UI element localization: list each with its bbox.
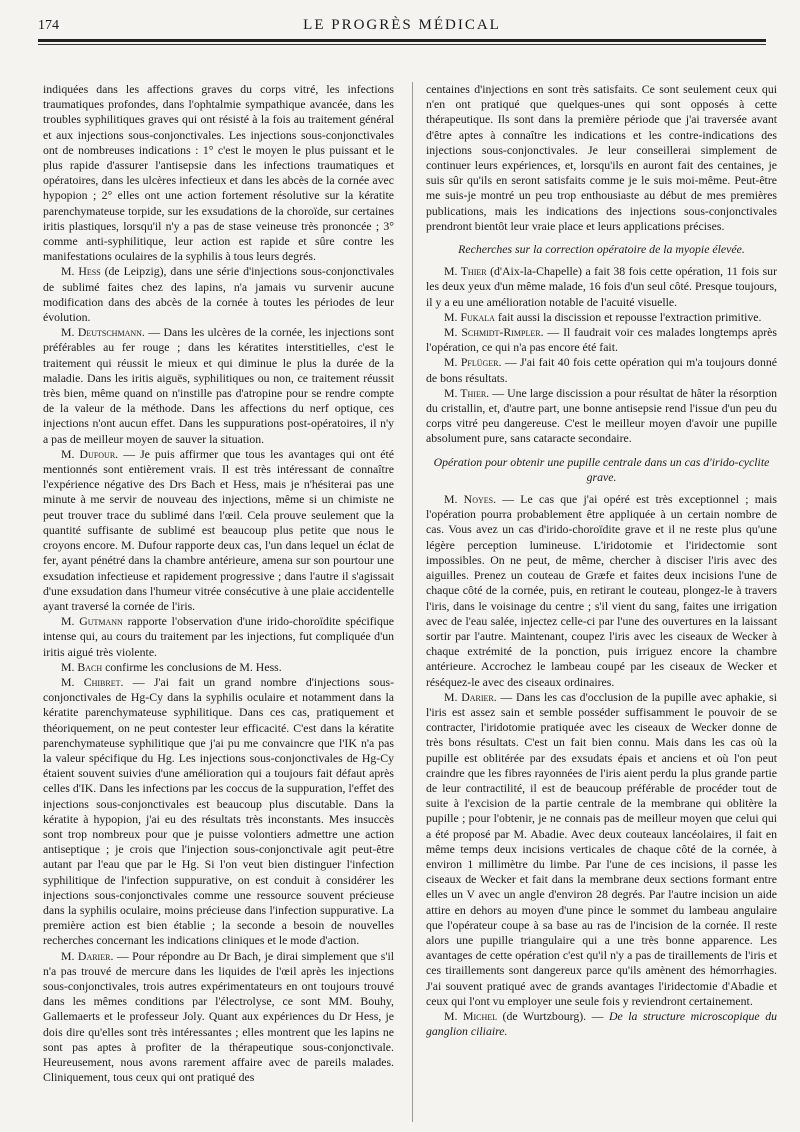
speaker-name: M. Thier xyxy=(444,264,487,279)
paragraph xyxy=(426,310,777,325)
paragraph-text: — J'ai fait un grand nombre d'injections sous-conjonctivales de Hg-Cy dans la syphilis oculaire et notamment dans la kératite parenchymateuse syphilitique. Dans ces cas, pratiquement et théoriquement, on ne peut contester leur efficacité. C'est dans la kératite parenchymateuse syphilitique que j'ai pu me convaincre que l'IK n'a pas la valeur spécifique du Hg. Les injections sous-conjonctivales de Hg-Cy étaient souvent suivies d'une amélioration qui a toujours fait défaut après celles d'IK. Dans les infections par les coccus de la suppuration, l'effet des injections sous-conjonctivales est beaucoup plus discutable. Dans la kératite à hypopion, j'ai eu des résultats très inconstants. Mes insuccès sont trop nombreux pour que je puisse volontiers admettre une action antiseptique ; je crois que l'injection sous-conjonctivale agit peut-être autant par l'eau que par le Hg. Si l'on veut bien distinguer l'infection syphilitique de l'infection suppurative, on est conduit à considérer les injections sous-conjonctivales comme une ressource souvent précieuse dans la syphilis oculaire, moins précieuse dans l'infection suppurative. La première action est bien établie ; la seconde a besoin de nouvelles recherches concernant les indications cliniques et le mode d'action. xyxy=(43,674,394,948)
paragraph-text: — Il faudrait voir ces malades longtemps après l'opération, ce qui n'a pas encore été fait. xyxy=(426,325,777,355)
speaker-name: M. Thier. xyxy=(444,385,490,400)
paragraph xyxy=(426,690,777,1009)
paragraph-text: — Je puis affirmer que tous les avantages qui ont été mentionnés sont entièrement vrais. Il est très intéressant de connaître l'expérience négative des Drs Bach et Hess, mais je n'hésiterai pas une minute à me servir de nouveau des injections, même si un chimiste ne peut trouver trace du sublimé dans l'œil. Cela prouve seulement que la quantité suffisante de sublimé est beaucoup plus petite que nous le croyons encore. M. Dufour rapporte deux cas, l'un dans lequel un éclat de fer, ayant pénétré dans la chambre antérieure, amena sur son pourtour une exsudation infectieuse et rapidement progressive ; dans l'autre il s'agissait d'une exsudation dans l'humeur vitrée consécutive à une plaie accidentelle ayant traversé la cornée de l'iris. xyxy=(43,446,394,613)
speaker-name: M. Dufour. xyxy=(61,446,119,461)
paragraph: indiquées dans les affections graves du corps vitré, les infections traumatiques profondes, dans l'ophtalmie sympathique avancée, dans les troubles syphilitiques graves qui ont résisté à la fois au traitement général et aux injections sous-conjonctivales. Les injections sous-conjonctivales ont de nombreuses indications : 1° c'est le moyen le plus puissant et le plus rapide d'assurer l'antisepsie dans les infections traumatiques et opératoires, dans les ulcères infectieux et dans les abcès de la cornée avec hypopion ; 2° elles ont une action fortement résolutive sur la kératite parenchymateuse torpide, sur les exsudations de la choroïde, sur certaines iritis plastiques, lorsqu'il n'y a pas de stase veineuse très prononcée ; 3° comme anti-syphilitique, leur action est rapide et sûre contre les manifestations oculaires de la syphilis à tous leurs degrés. xyxy=(43,82,394,264)
page-number: 174 xyxy=(38,18,59,33)
speaker-name: M. Fukala xyxy=(444,309,495,324)
paragraph xyxy=(426,492,777,690)
speaker-name: M. Hess xyxy=(61,264,101,279)
left-column xyxy=(43,82,394,1128)
paragraph-text: — Dans les cas d'occlusion de la pupille avec aphakie, si l'iris est assez sain et semble posséder suffisamment le pouvoir de se contracter, l'iridotomie pratiquée avec les ciseaux de Wecker donne de très bons résultats. C'est un fait bien connu. Mais dans les cas où la pupille est oblitérée par des exsudats épais et anciens et où l'on peut craindre que les fibres rayonnées de l'iris aient perdu la plus grande partie de leur contractilité, il est de beaucoup préférable de procéder tout de suite à l'excision de la partie centrale de la membrane qui oblitère la pupille ; pour l'obtenir, je ne connais pas de meilleur moyen que celui qui a été proposé par M. Abadie. Avec deux couteaux lancéolaires, il fait en même temps deux incisions verticales de chaque côté de la cornée, à environ 1 millimètre du limbe. Par l'une de ces incisions, il passe les ciseaux de Wecker et fait dans la membrane deux sections formant entre elles un V avec un angle d'environ 28 degrés. Par l'autre incision un aide attire en dehors au moyen d'une pince le sommet du lambeau angulaire que l'opérateur coupe à sa base au ras de l'incision de la cornée. Il reste alors une pupille triangulaire qui a une très bonne apparence. Les avantages de cette opération c'est qu'il n'y a pas de tiraillements de l'iris et ces tiraillements sont dangereux parce qu'ils amènent des hémorrhagies. J'ai souvent pratiqué avec de grands avantages l'iridectomie d'Abadie et ceux qui l'ont vu employer une seule fois y reviendront certainement. xyxy=(426,689,777,1008)
paragraph xyxy=(43,264,394,325)
paragraph-text: — Pour répondre au Dr Bach, je dirai simplement que s'il n'a pas trouvé de mercure dans les liquides de l'œil après les injections sous-conjonctivales, trois autres expérimentateurs en ont toujours trouvé dans les mêmes conditions par l'électrolyse, ce sont MM. Bouhy, Gallemaerts et le professeur Joly. Quant aux expériences du Dr Hess, je dois dire qu'elles sont très intéressantes ; elles montrent que les lapins ne sont pas aptes à profiter de la thérapeutique sous-conjonctivale. Heureusement, nous avons rarement affaire avec de pareils malades. Cliniquement, tous ceux qui ont pratiqué des xyxy=(43,948,394,1085)
speaker-name: M. Deutschmann. xyxy=(61,325,145,340)
section-heading: Recherches sur la correction opératoire de la myopie élevée. xyxy=(458,242,745,257)
paragraph-text: (d'Aix-la-Chapelle) a fait 38 fois cette opération, 11 fois sur les deux yeux d'un même malade, 16 fois d'un seul côté. Presque toujours, il y a eu une amélioration notable de l'acuité visuelle. xyxy=(426,264,777,309)
paragraph xyxy=(43,660,394,675)
speaker-name: M. Schmidt-Rimpler. xyxy=(444,325,544,340)
speaker-name: M. Michel xyxy=(444,1008,498,1023)
paragraph xyxy=(43,949,394,1086)
paragraph xyxy=(426,386,777,447)
speaker-name: M. Darier. xyxy=(444,689,497,704)
speaker-name: M. Noyes. xyxy=(444,492,497,507)
paragraph xyxy=(426,325,777,355)
paragraph: centaines d'injections en sont très satisfaits. Ce sont seulement ceux qui n'en ont pratiqué que quelques-unes qui sont opposés à cette thérapeutique. Ils sont dans la première période que j'ai traversée avant d'être aptes à connaître les indications et les contre-indications des injections sous-conjonctivales. Je leur conseillerai simplement de continuer leurs expériences, et, lorsqu'ils en auront fait des centaines, je suis sûr qu'ils en seront satisfaits comme je le suis moi-même. Peut-être me suis-je montré un peu trop enthousiaste au début de mes premières publications, mais les indications des injections sous-conjonctivales prendront bientôt leur vraie place et leurs applications précises. xyxy=(426,82,777,233)
page-header xyxy=(38,12,766,62)
paragraph-text: (de Leipzig), dans une série d'injections sous-conjonctivales de sublimé faites chez des lapins, n'a jamais vu survenir aucune modification dans des abcès de la cornée à toutes les périodes de leur évolution. xyxy=(43,264,394,325)
section-heading: Opération pour obtenir une pupille centrale dans un cas d'irido-cyclite grave. xyxy=(433,454,770,484)
paragraph-text: rapporte l'observation d'une irido-choroïdite spécifique intense qui, au cours du traitement par les injections, fut compliquée d'un iritis aigué très violente. xyxy=(43,614,394,659)
paragraph xyxy=(43,447,394,614)
paragraph-text: — Dans les ulcères de la cornée, les injections sont préférables au fer rouge ; dans les kératites interstitielles, c'est le traitement qui réussit le mieux et qui diminue le plus la durée de la maladie. Dans les iritis aiguës, syphilitiques ou non, ce traitement réussit très bien, même quand on n'instille pas d'atropine pour se rendre compte de la valeur de la méthode. Dans les affections du nerf optique, ces injections n'ont aucun effet. Dans les suppurations post-opératoires, il n'y a pas de meilleur moyen de sauver la situation. xyxy=(43,325,394,446)
paragraph-text: confirme les conclusions de M. Hess. xyxy=(102,659,282,674)
paper-title: De la structure microscopique du ganglion ciliaire. xyxy=(426,1008,777,1039)
speaker-name: M. Bach xyxy=(61,659,103,674)
paragraph-text: fait aussi la discission et repousse l'extraction primitive. xyxy=(494,309,762,324)
speaker-name: M. Pflüger. xyxy=(444,355,502,370)
journal-title: LE PROGRÈS MÉDICAL xyxy=(303,17,501,33)
paragraph xyxy=(426,355,777,385)
header-rule-thin xyxy=(38,44,766,45)
speaker-name: M. Gutmann xyxy=(61,614,123,629)
paragraph-text: — Le cas que j'ai opéré est très exceptionnel ; mais l'opération pourra probablement être appliquée à un certain nombre de cas. Vous avez un cas d'irido-choroïdite grave et il ne reste plus qu'une légère perception lumineuse. L'iridotomie et l'iridectomie sont impossibles. On ne peut, de même, chercher à disciser l'iris avec des aiguilles. Prenez un couteau de Græfe et faites deux incisions l'une de chaque côté de la cornée, puis, en retirant le couteau, plongez-le à travers l'iris, dans le voisinage du centre ; s'il vient du sang, faites une irrigation avec de l'eau salée, injectez celle-ci par l'une des ouvertures en la laissant sortir par l'autre. Maintenant, coupez l'iris avec les ciseaux de Wecker à chaque extrémité de la ponction, puis irriguez encore la chambre antérieure. Accrochez le lambeau coupé par les ciseaux de Wecker et réséquez-le avec des ciseaux ordinaires. xyxy=(426,492,777,689)
column-divider xyxy=(412,82,413,1122)
paragraph xyxy=(43,675,394,949)
paragraph xyxy=(43,614,394,660)
right-column xyxy=(426,82,777,1128)
speaker-name: M. Chibret. xyxy=(61,674,124,689)
paragraph xyxy=(426,1009,777,1039)
paragraph xyxy=(426,264,777,310)
paragraph-text: — J'ai fait 40 fois cette opération qui m'a toujours donné de bons résultats. xyxy=(426,355,777,385)
paragraph-text: — Une large discission a pour résultat de hâter la résorption du cristallin, et, d'autre part, une bonne antisepsie rend l'issue d'un peu du corps vitré peu dangereuse. C'est le meilleur moyen d'avoir une pupille absolument pure, sans cataracte secondaire. xyxy=(426,385,777,446)
paragraph-text: (de Wurtzbourg). — xyxy=(497,1008,609,1023)
header-rule xyxy=(38,39,766,42)
speaker-name: M. Darier. xyxy=(61,948,114,963)
paragraph xyxy=(43,325,394,447)
